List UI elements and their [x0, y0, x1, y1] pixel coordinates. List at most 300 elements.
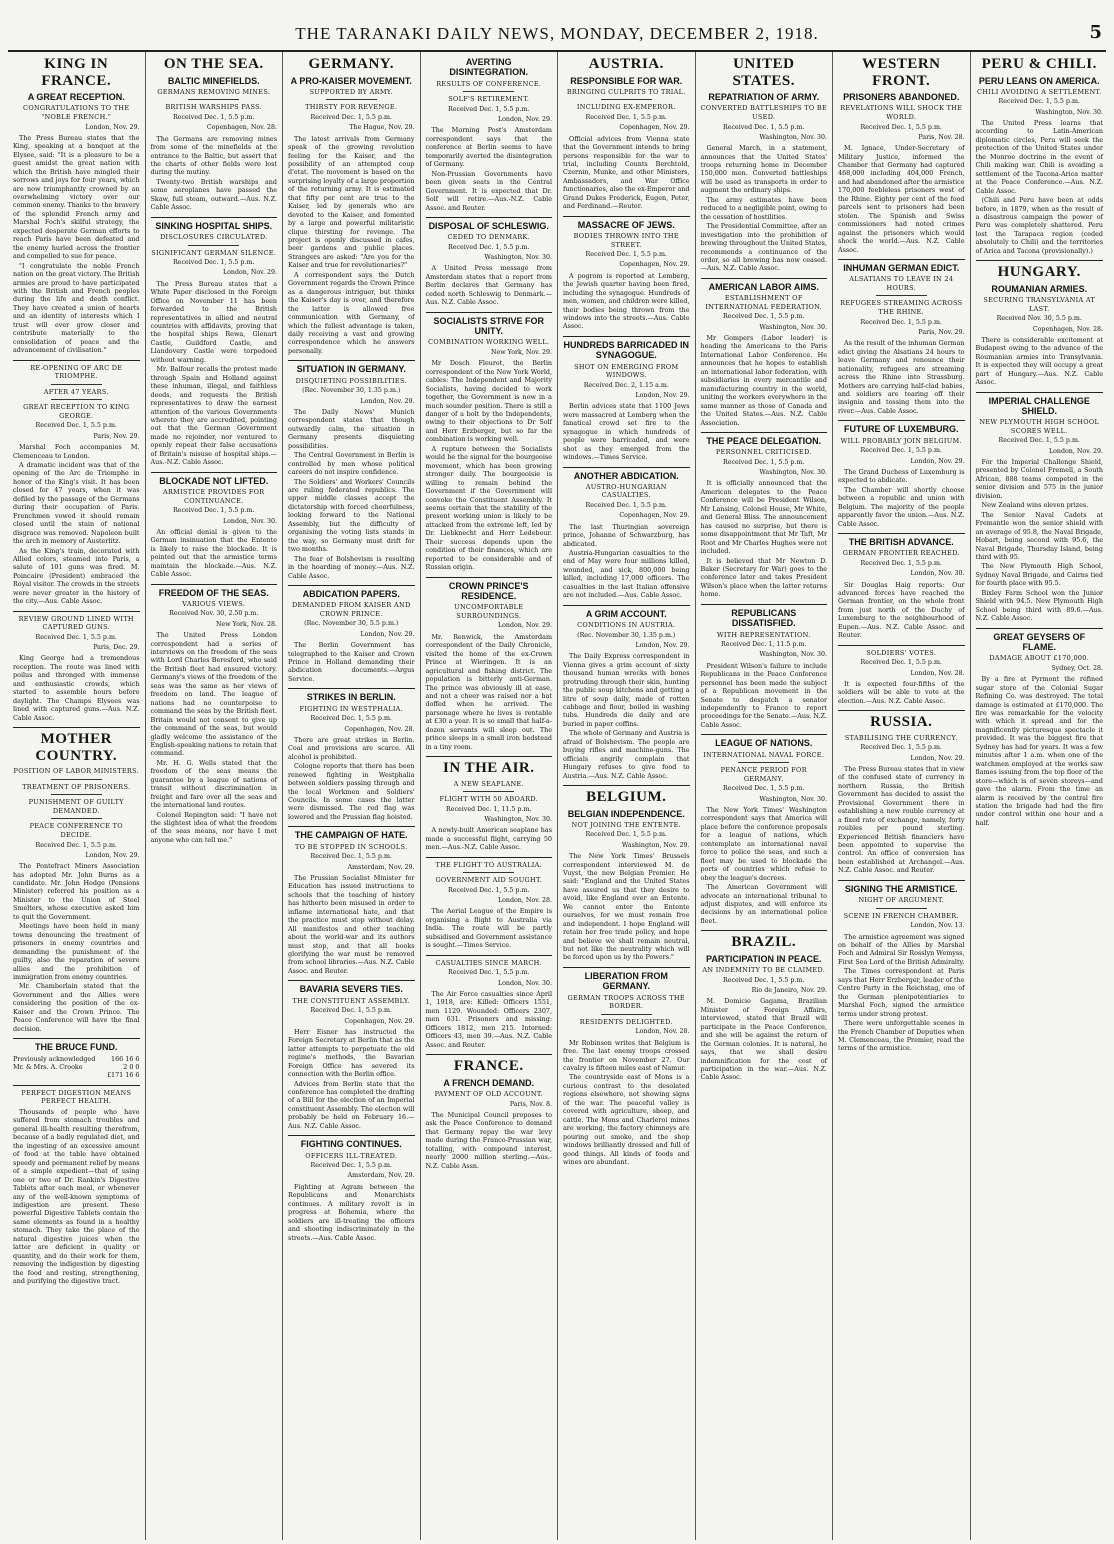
column-6 [696, 52, 834, 1540]
received-line: Received Dec. 1, 5.5 p.m. [860, 744, 942, 752]
received-line: Received Dec. 1, 5.5 p.m. [585, 831, 667, 839]
sub-headline: CHILI AVOIDING A SETTLEMENT. [977, 87, 1102, 96]
article-headline: ANOTHER ABDICATION. [573, 470, 679, 481]
article [976, 396, 1104, 623]
article [701, 56, 828, 273]
dateline: Amsterdam, Nov. 29. [347, 1172, 415, 1180]
sub-rule [463, 91, 514, 92]
sub-headline: SECURING TRANSYLVANIA AT LAST. [983, 296, 1096, 313]
article [426, 1058, 553, 1170]
received-line: Received Dec. 1, 5.5 p.m. [723, 458, 805, 466]
paragraph: Colonel Repington said: "I have not the slightest idea of what the freedom of the seas means, nor have I met anyone who can tell me." [150, 810, 277, 844]
dateline: New York, Nov. 28. [216, 620, 277, 628]
table-row [13, 1063, 140, 1071]
article [563, 971, 690, 1167]
dateline: London, Nov. 28. [635, 1028, 690, 1036]
article-headline: A FRENCH DEMAND. [443, 1077, 535, 1088]
received-line: Received Dec. 1, 5.5 p.m. [35, 633, 117, 641]
article-headline: LEAGUE OF NATIONS. [715, 738, 813, 749]
article-divider [426, 312, 553, 313]
article [426, 760, 553, 852]
sub-headline: ESTABLISHMENT OF INTERNATIONAL FEDERATION. [705, 294, 823, 311]
article [426, 959, 553, 1049]
paragraph: "I congratulate the noble French nation on the great victory. The British armies are proud to have participated with the British and French peoples during the life and death conflict. They have created a union of hearts and an identity of interests which I trust will ever grow closer and contribute materially to the consolidation of peace and the advancement of civilisation." [13, 261, 140, 355]
received-line: Received Dec. 1, 5.5 p.m. [585, 502, 667, 510]
article-headline: ABDICATION PAPERS. [302, 588, 400, 599]
article-headline: MASSACRE OF JEWS. [577, 219, 675, 230]
article-divider [151, 584, 278, 585]
sub-headline: REFUGEES STREAMING ACROSS THE RHINE. [840, 299, 963, 317]
article-headline: STRIKES IN BERLIN. [306, 692, 396, 703]
dateline: Copenhagen, Nov. 29. [344, 1017, 415, 1025]
section-heading: WESTERN FRONT. [861, 56, 941, 89]
sub-headline: CONGRATULATIONS TO THE "NOBLE FRENCH." [23, 104, 130, 121]
article [288, 984, 415, 1130]
article [701, 738, 828, 925]
article [838, 884, 965, 1053]
sub-rule [188, 245, 239, 246]
sub-headline: GERMANS REMOVING MINES. [157, 87, 271, 96]
section-heading: BRAZIL. [731, 934, 797, 951]
sub-rule [51, 794, 102, 795]
sub-headline: SCENE IN FRENCH CHAMBER. [843, 911, 959, 920]
paragraph: The Times correspondent at Paris says that Herr Erzberger, leader of the Centre Party in the Reichstag, one of the German plenipotentiaries to Marshal Foch, signed the armistice terms under strong protest. [838, 967, 965, 1018]
paragraph: The Central Government in Berlin is controlled by men whose political careers do not inspire confidence. [288, 451, 415, 477]
article [13, 615, 140, 722]
paragraph: Mr Dosch Fleurot, the Berlin correspondent of the New York World, cables: The Independent and Majority Socialists, having decided to work together, the Government is now in a much sounder position. There is still a danger of a bolt by the Independents, owing to their objections to Dr Solf and Herr Erzberger, but so far the combination is working well. [425, 359, 552, 444]
article [838, 56, 965, 254]
sub-rule [601, 1014, 652, 1015]
paragraph: Cologne reports that there has been renewed fighting in Westphalia between soldiers passing through and the local Workmen and Soldiers' Councils. In some cases the latter were dismissed. The red flag was lowered and the Prussian flag hoisted. [288, 762, 415, 821]
article [426, 57, 553, 212]
paragraph: The Grand Duchess of Luxemburg is expected to abdicate. [838, 467, 965, 485]
dateline: The Hague, Nov. 29. [349, 124, 415, 132]
article-divider [426, 857, 553, 858]
paragraph: The Municipal Council proposes to ask the Peace Conference to demand that Germany repay the war levy made during the Franco-Prussian war, totalling, with compound interest, nearly 2000 million sterling.—Aus.-N.Z. Cable Assn. [425, 1110, 552, 1170]
received-line: Received Dec. 1, 5.5 p.m. [998, 437, 1080, 445]
donor-cell: Mr. & Mrs. A. Crooke [13, 1062, 83, 1071]
article [426, 221, 553, 307]
paragraph: As the King's train, decorated with Allied colors, steamed into Paris, a salute of 101 guns was fired. M. Poincaire (President) embraced the Royal visitor. The crowds in the streets were never greater in the history of the city.—Aus. Cable Assoc. [13, 546, 140, 606]
dateline: Paris, Nov. 28. [918, 133, 965, 141]
amount-cell: £171 16 6 [106, 1071, 140, 1080]
dateline: London, Nov. 29. [1048, 447, 1103, 455]
section-heading: GERMANY. [308, 56, 395, 72]
article [701, 608, 828, 729]
paragraph: M. Ignace, Under-Secretary of Military Justice, informed the Chamber that Germany had captured 468,000 including 404,000 French, and had abandoned after the armistice 170,000 feebleless prisoners west of the Rhine. Eighty per cent of the food parcels sent to prisoners had been stolen. The Spanish and Swiss commissioners had noted crimes against the prisoners which would shock the world.—Aus. N.Z. Cable Assoc. [838, 144, 965, 254]
dateline: London, Nov. 30. [910, 570, 965, 578]
article-divider [426, 577, 553, 578]
sub-headline: WILL PROBABLY JOIN BELGIUM. [840, 436, 962, 445]
dateline: London, Nov. 29. [635, 641, 690, 649]
received-line: Received Dec. 1, 5.5 p.m. [998, 98, 1080, 106]
paragraph: Mr. Balfour recalls the protest made through Spain and Holland against these inhuman, illegal, and faithless deeds, and requests the British representatives to draw the earnest attention of the various Governments whereto they are accredited, pointing out that the German Government made no rejoinder, nor ventured to openly repeat their false accusations of Britain's misuse of hospital ships.—Aus.-N.Z. Cable Assoc. [150, 365, 277, 467]
article-headline: FIGHTING CONTINUES. [300, 1139, 402, 1150]
article-headline: THE PEACE DELEGATION. [706, 435, 822, 446]
paragraph: General March, in a statement, announces that the United States' troops returning home in December 150,000 men. Converted battleships will be used as transports in order to augment the ordinary ships. [700, 144, 827, 195]
article [13, 56, 140, 355]
article-divider [151, 217, 278, 218]
received-line: Received Dec. 1, 5.5 p.m. [173, 507, 255, 515]
sub-headline: PENANCE PERIOD FOR GERMANY. [720, 766, 807, 783]
sub-headline: DEMANDED FROM KAISER AND CROWN PRINCE. [292, 601, 411, 618]
article [563, 609, 690, 780]
sub-headline: PERFECT DIGESTION MEANS PERFECT HEALTH. [21, 1088, 132, 1106]
sub-headline: TREATMENT OF PRISONERS. [22, 782, 131, 791]
article-headline: SOCIALISTS STRIVE FOR UNITY. [433, 315, 544, 337]
article-headline: THE BRITISH ADVANCE. [848, 537, 954, 547]
paragraph: The American Government will advocate an international tribunal to adjust disputes, and will enforce its decisions by an international police fleet. [700, 883, 827, 925]
article [13, 1042, 140, 1080]
article-divider [563, 336, 690, 337]
section-heading: AUSTRIA. [588, 56, 664, 72]
article-headline: BLOCKADE NOT LIFTED. [159, 475, 269, 486]
sub-headline: RESULTS OF CONFERENCE. [436, 79, 542, 88]
article-divider [426, 1054, 553, 1055]
fund-table [13, 1055, 140, 1080]
column-3 [283, 52, 421, 1540]
paragraph: The Senior Naval Cadets at Fremantle won the senior shield with an average of 95.8, the Naval Brigade, Hobart, being second with 95.6, the Naval Brigade, Thursday Island, being third with 95. [975, 510, 1103, 561]
article [151, 476, 278, 579]
dateline: London, Nov. 29. [85, 851, 140, 859]
paragraph: There were unforgettable scenes in the French Chamber of Deputies when M. Clemenceau, the Premier, read the terms of the armistice. [838, 1019, 965, 1053]
article [838, 649, 965, 706]
article-headline: DISPOSAL OF SCHLESWIG. [428, 220, 549, 231]
paragraph: President Wilson's failure to include Republicans in the Peace Conference personnel has been made the subject of a Republican movement in the Senate to despatch a senator independently to France to report proceedings for the Senate.—Aus. N.Z. Cable Assoc. [700, 661, 827, 729]
article [151, 221, 278, 467]
article-headline: SINKING HOSPITAL SHIPS. [155, 220, 273, 231]
article-headline: SITUATION IN GERMANY. [296, 364, 406, 375]
paragraph: Austria-Hungarian casualties to the end of May were four millions killed, wounded, and sick, 800,000 being killed, including 17,000 officers. The casualties in the last Italian offensive are not included.—Aus. Cable Assoc. [563, 549, 690, 600]
received-line: Received Dec. 1, 5.5 p.m. [448, 886, 530, 894]
paragraph: The United Press London correspondent had a series of interviews on the freedom of the seas with Lord Charles Beresford, who said the British fleet had ensured victory. Germany's views of the freedom of the seas was the same as her views of freedom on land. The league of nations had no counterpoise to command the seas by the British fleet. Britain would not consent to give up the command of the seas, but would gladly welcome the assistance of the English-speaking nations to retain that command. [150, 631, 277, 758]
article [151, 56, 278, 212]
paragraph: It is officially announced that the American delegates to the Peace Conference will be President Wilson, Mr Lansing, Colonel House, Mr White, and General Bliss. The announcement has caused no surprise, but there is some disappointment that Mr Taft, Mr Root and Mr Charles Hughes were not included. [700, 479, 827, 556]
article-headline: PARTICIPATION IN PEACE. [705, 953, 822, 964]
article-divider [976, 628, 1104, 629]
paragraph: The Morning Post's Amsterdam correspondent says that the conference at Berlin seems to have temporarily averted the disintegration of Germany. [425, 126, 552, 169]
article [13, 731, 140, 1033]
sub-headline: GERMAN TROOPS ACROSS THE BORDER. [567, 993, 685, 1011]
received-line: Received Dec. 1, 5.5 p.m. [310, 853, 392, 861]
article-headline: FUTURE OF LUXEMBURG. [844, 424, 959, 435]
article-headline: REPUBLICANS DISSATISFIED. [731, 607, 797, 629]
dateline: London, Nov. 30. [222, 517, 277, 525]
paragraph: The Press Bureau states that a White Paper disclosed in the Foreign Office on November 11 has been forwarded to the British representatives in allied and neutral countries with affidavits, proving that the hospital ships Rewa, Glenart Castle, Guildford Castle, and Llandovery Castle were torpedoed without warning. [150, 279, 277, 364]
paragraph: Twenty-two British warships and some aeroplanes have passed the Skaw, full steam, outward.—Aus. N.Z. Cable Assoc. [150, 177, 277, 212]
paragraph: Meetings have been held in many towns denouncing the treatment of prisoners in enemy countries and demanding the punishment of the guilty, also the reparation of severe allies and the prohibition of immigration from enemy countries. [13, 922, 140, 981]
paragraph: The Daily Express correspondent in Vienna gives a grim account of sixty thousand human wrecks with bones protruding through their skin, hunting the public soup kitchens and getting a litre of soup daily, made of rotten cabbage and flour, boiled in washing tubs. Hundreds die daily and are buried in paper coffins. [563, 652, 690, 728]
article [563, 789, 690, 962]
article-headline: AVERTING DISINTEGRATION. [449, 57, 529, 78]
column-4 [421, 52, 559, 1540]
paragraph: An official denial is given to the German insinuation that the Entente is likely to raise the blockade. It is pointed out that the armistice terms maintain the blockade.—Aus. N.Z. Cable Assoc. [150, 527, 277, 579]
sub-rule [188, 99, 239, 100]
received-line: (Rec. November 30, 5.5 p.m.) [304, 620, 399, 628]
newspaper-columns [8, 52, 1108, 1540]
sub-headline: CONDITIONS IN AUSTRIA. [577, 621, 676, 630]
article-divider [838, 420, 965, 421]
column-2 [146, 52, 284, 1540]
article-divider [701, 604, 828, 605]
sub-rule [326, 99, 377, 100]
sub-headline: SIGNIFICANT GERMAN SILENCE. [151, 248, 277, 257]
article [426, 581, 553, 751]
sub-headline: BRINGING CULPRITS TO TRIAL. [566, 87, 686, 96]
paragraph: The New Plymouth High School, Sydney Naval Brigade, and Cairns tied for fourth place with 95.5. [975, 562, 1103, 588]
paragraph: Berlin advices state that 1100 Jews were massacred at Lemberg when the fanatical crowd set fire to the synagogue in which hundreds of people were barricaded, and were shot as they emerged from the windows.—Times Service. [563, 402, 690, 462]
page-number: 5 [1089, 22, 1102, 43]
article [976, 56, 1104, 255]
received-line: Received Dec. 1, 5.5 p.m. [310, 715, 392, 723]
article [288, 830, 415, 975]
paragraph: Advices from Berlin state that the conference has completed the drafting of a Bill for the election of an Imperial constituent Assembly. The election will probably be held on February 16.—Aus. N.Z. Cable Assoc. [288, 1079, 415, 1130]
paragraph: A United Press message from Amsterdam states that a report from Berlin declares that Germany has ceded north Schleswig to Denmark.—Aus. N.Z. Cable Assoc. [425, 264, 552, 307]
paragraph: It is expected four-fifths of the soldiers will be able to vote at the election.—Aus. N.Z. Cable Assoc. [838, 679, 965, 705]
article-divider [288, 360, 415, 361]
received-line: Received Dec. 1, 5.5 p.m. [723, 313, 805, 321]
paragraph: The Berlin Government has telegraphed to the Kaiser and Crown Prince in Holland demanding their abdication documents.—Argus Service. [288, 641, 415, 683]
amount-cell: 2 0 0 [123, 1062, 140, 1071]
article-headline: GREAT GEYSERS OF FLAME. [993, 631, 1086, 652]
paragraph: The fear of Bolshevism is resulting in the hoarding of money.—Aus. N.Z. Cable Assoc. [288, 554, 415, 580]
received-line: Received Dec. 1, 5.5 p.m. [448, 969, 530, 977]
article [426, 861, 553, 950]
dateline: Copenhagen, Nov. 29. [619, 261, 690, 269]
article-divider [563, 785, 690, 786]
article-headline: LIBERATION FROM GERMANY. [584, 970, 668, 992]
paragraph: The Pontefract Miners Association has adopted Mr. John Burns as a candidate. Mr. John Hodge (Pensions Minister) referred his position as a Minister to the Union of Steel Smelters, whose executive asked him to quit the Government. [13, 862, 140, 921]
paragraph: Mr. H. G. Wells stated that the freedom of the seas means the guarantee by a league of nations of transit without discrimination in freight and fare over all the seas and the international land routes. [150, 758, 277, 810]
received-line: Received Dec. 1, 5.5 p.m. [723, 123, 805, 131]
article [701, 282, 828, 427]
dateline: London, Nov. 28. [910, 669, 965, 677]
sub-headline: A NEW SEAPLANE. [453, 779, 524, 788]
article [838, 424, 965, 528]
article-divider [13, 360, 140, 361]
dateline: London, Nov. 29. [635, 392, 690, 400]
paragraph: The Press Bureau states that in view of the confused state of currency in northern Russia, the British Government has decided to assist the Provisional Government there in establishing a new rouble currency at a fixed rate of exchange, namely, forty roubles per pound sterling. Experienced British financiers have been appointed to supervise the control. An office of conversion has been established at Archangel.—Aus. N.Z. Cable Assoc. and Reuter. [838, 764, 965, 875]
article-divider [13, 1085, 140, 1086]
sub-headline: GERMAN FRONTIER REACHED. [842, 549, 960, 558]
article [13, 1089, 140, 1286]
paragraph: The army estimates have been reduced to a negligible point, owing to the cessation of hostilities. [700, 195, 827, 221]
article-headline: PRISONERS ABANDONED. [843, 92, 960, 102]
article-headline: A GRIM ACCOUNT. [585, 608, 667, 619]
received-line: Received Dec. 1, 5.5 p.m. [585, 114, 667, 121]
paragraph: A dramatic incident was that of the opening of the Arc de Triomphe in honor of the King's visit. It has been closed for 47 years, when it was defiled by the passage of the Germans during their occupation of Paris. Frenchmen vowed it should remain closed until the stain of national disgrace was removed. Napoleon built the arch in memory of Austerlitz. [13, 460, 140, 546]
dateline: London, Nov. 29. [360, 630, 415, 638]
article-divider [151, 472, 278, 473]
paragraph: The Daily News' Munich correspondent states that though outwardly calm, the situation in Germany presents disquieting possibilities. [288, 407, 415, 450]
donor-cell [13, 1071, 104, 1079]
dateline: London, Nov. 13. [910, 922, 965, 930]
dateline: London, Nov. 28. [497, 897, 552, 905]
section-heading: KING IN FRANCE. [41, 56, 112, 89]
received-line: Received Dec. 1, 5.5 p.m. [860, 659, 942, 667]
section-heading: UNITED STATES. [732, 56, 796, 89]
dateline: Copenhagen, Nov. 28. [206, 124, 277, 132]
sub-headline: REVELATIONS WILL SHOCK THE WORLD. [840, 104, 963, 121]
dateline: Paris, Nov. 29. [918, 328, 965, 336]
paragraph: The Aerial League of the Empire is organising a flight to Australia via India. The route will be partly subsidised and Government assistance is sought.—Times Service. [425, 907, 552, 950]
sub-headline: REVIEW GROUND LINED WITH CAPTURED GUNS. [18, 614, 134, 632]
masthead [8, 20, 1106, 52]
dateline: Paris, Nov. 29. [93, 432, 140, 440]
sub-headline: POSITION OF LABOR MINISTERS. [13, 767, 139, 776]
paragraph: The Press Bureau states that the King, speaking at a banquet at the Elysee, said: "It is a pleasure to be a guest amidst the great nation with which the British have mingled their sorrows and joys for four years, which are now triumphantly crowned by an overwhelming victory over our common enemy. Thanks to the bravery of the splendid French army and Marshal Foch's skilful strategy, the expected desperate German efforts to reach Paris have been defeated and the enemy hurled across the frontier and compelled to sue for peace. [13, 133, 140, 261]
paragraph: A rupture between the Socialists would be the signal for the bourgeoise movement, which has been growing stronger daily. The bourgeoisie is willing to remain behind the Government if the Government will convoke the Constituent Assembly. It seems certain that the stability of the present working union is likely to be attacked from the extreme left, led by Dr. Liebknecht and Herr Ledebour. Their success depends upon the condition of their finances, which are reported to be considerable and of Russian origin. [425, 444, 552, 572]
dateline: Washington, Nov. 30. [759, 469, 827, 477]
paragraph: Sir Douglas Haig reports: Our advanced forces have reached the German frontier, on the whole front from just north of the Duchy of Luxemburg to the neighbourhood of Eupen.—Aus. N.Z. Cable Assoc. and Reuter. [838, 580, 965, 640]
sub-headline: BODIES THROWN INTO THE STREET. [573, 232, 679, 249]
sub-headline: AN INDEMNITY TO BE CLAIMED. [702, 966, 826, 975]
article-headline: INHUMAN GERMAN EDICT. [843, 262, 960, 273]
paragraph: For the Imperial Challenge Shield, presented by Colonel Fremell, a South African, 888 teams competed in the senior division and 575 in the junior division. [975, 458, 1103, 500]
article-divider [563, 605, 690, 606]
article-divider [701, 930, 828, 931]
received-line: Received Nov. 30, 2.50 p.m. [169, 610, 259, 618]
article-divider [976, 260, 1104, 261]
sub-headline: SOLF'S RETIREMENT. [448, 95, 530, 104]
table-row [13, 1055, 140, 1063]
sub-headline: THIRSTY FOR REVENGE. [305, 103, 398, 112]
sub-headline: NIGHT OF ARGUMENT. [858, 896, 945, 905]
section-heading: BELGIUM. [586, 789, 667, 806]
sub-headline: THE FLIGHT TO AUSTRALIA. [435, 860, 543, 869]
sub-headline: DISQUIETING POSSIBILITIES. [295, 376, 407, 385]
received-line: Received Dec. 1, 5.5 p.m. [310, 114, 392, 121]
sub-headline: ARMISTICE PROVIDES FOR CONTINUANCE. [162, 488, 265, 505]
sub-headline: RE-OPENING OF ARC DE TRIOMPHE. [30, 363, 123, 381]
paragraph: The Germans are removing mines from some of the minefields at the entrance to the Baltic, but assert that the charts of other fields were lost during the mutiny. [150, 134, 277, 177]
article-divider [288, 826, 415, 827]
sub-rule [601, 99, 652, 100]
dateline: London, Nov. 30. [497, 979, 552, 987]
received-line: Received Dec. 1, 5.5 p.m. [173, 259, 255, 267]
paragraph: The New York Times' Brussels correspondent interviewed M. de Vuyst, the new Belgian Premier. He said: "England and the United States have assured us that they desire to avoid, like England ever an Entente. We cannot enter the Entente ourselves, for we must remain free and independent. I hope England will retain her free trade policy, and hope and believe we shall remain neutral, but not like the neutrality which will be forced upon us by the Powers." [563, 852, 690, 962]
paragraph: King George had a tremendous reception. The route was lined with poilus and thronged with immense and enthusiastic crowds, which started to assemble hours before daylight. The Champs Elysees was lined with captured guns.—Aus. N.Z. Cable Assoc. [13, 654, 140, 722]
sub-headline: NEW PLYMOUTH HIGH SCHOOL SCORES WELL. [979, 418, 1100, 435]
article-divider [701, 278, 828, 279]
paragraph: By a fire at Pyrmont the refined sugar store of the Colonial Sugar Refining Co. was destroyed. The total damage is estimated at £170,000. The fire was remarkable for the velocity with which it spread and for the magnificently picturesque spectacle it provided. It was the biggest fire that Sydney has had for years. It was a few minutes after 1 a.m. when one of the watchmen employed at the works saw flames issuing from the top floor of the store—which is of seven storeys—and gave the alarm. From the time an alarm is received by the central fire station the brigade had had the fire under control within one hour and a half. [975, 675, 1103, 827]
dateline: New York, Nov. 29. [491, 349, 552, 357]
section-heading: MOTHER COUNTRY. [35, 731, 118, 764]
paragraph: Mr. Chamberlain stated that the Government and the Allies were considering the position of the ex-Kaiser and the Crown Prince. The Peace Conference will have the final decision. [13, 982, 140, 1033]
dateline: London, Nov. 29. [222, 269, 277, 277]
article [563, 220, 690, 331]
sub-headline: VARIOUS VIEWS. [182, 599, 246, 608]
dateline: Washington, Nov. 30. [759, 651, 827, 659]
received-line: Received Dec. 1, 5.5 p.m. [35, 422, 117, 430]
paragraph: The latest arrivals from Germany speak of the growing revolution feeling for the Kaiser, and the possibility of an attempted coup d'etat. The movement is based on the surprising loyalty of a large proportion of the returning army. It is estimated that fifty per cent are true to the Kaiser, led by generals who are devoted to the Kaiser, and fomented by a large and powerful militaristic clique thirsting for revenge. The project is openly discussed in cafes, beer gardens and public places. Strangers are asked: "Are you for the Kaiser and true for revolutionaries?" [288, 134, 415, 270]
article-headline: THE BRUCE FUND. [35, 1042, 118, 1053]
paragraph: The Chamber will shortly choose between a republic and union with Belgium. The majority of the people apparently favor the union.—Aus. N.Z. Cable Assoc. [838, 485, 965, 528]
paragraph: The United Press learns that according to Latin-American diplomatic circles, Peru will seek the protection of the United States under the Monroe doctrine in the event of Chili making war. Chili is avoiding a settlement of the Tacona-Arica matter at the Peace Conference.—Aus. N.Z. Cable Assoc. [975, 119, 1103, 195]
paragraph: There is considerable excitement at Budapest owing to the advance of the Roumanian armies into Transylvania. It is expected they will occupy a great part of Hungary.—Aus. N.Z. Cable Assoc. [975, 335, 1103, 387]
paragraph: Marshal Foch accompanies M. Clemenceau to London. [13, 443, 140, 460]
dateline: Copenhagen, Nov. 28. [1032, 325, 1103, 333]
sub-headline: AUSTRO-HUNGARIAN CASUALTIES. [585, 482, 667, 500]
article-divider [701, 432, 828, 433]
paragraph: The whole of Germany and Austria is afraid of Bolshevism. The people are buying rifles and machine-guns. The officials angrily complain that Hungary refuses to give food to Austria.—Aus. N.Z. Cable Assoc. [563, 729, 690, 780]
received-line: Received Dec. 1, 5.5 p.m. [860, 559, 942, 567]
sub-rule [876, 295, 927, 296]
article-headline: RESPONSIBLE FOR WAR. [570, 75, 683, 86]
sub-headline: PUNISHMENT OF GUILTY DEMANDED. [28, 798, 124, 815]
sub-rule [51, 399, 102, 400]
sub-headline: SUPPORTED BY ARMY. [309, 87, 393, 96]
dateline: Washington, Nov. 29. [621, 841, 690, 849]
article-divider [288, 585, 415, 586]
dateline: Paris, Dec. 29. [93, 644, 140, 652]
article-divider [976, 392, 1104, 393]
article-headline: ROUMANIAN ARMIES. [991, 283, 1088, 294]
article-divider [288, 688, 415, 689]
dateline: London, Nov. 29. [910, 754, 965, 762]
article-headline: CROWN PRINCE'S RESIDENCE. [448, 580, 529, 601]
sub-headline: INTERNATIONAL NAVAL FORCE. [703, 750, 825, 759]
sub-headline: SOLDIERS' VOTES. [866, 648, 937, 657]
sub-headline: GOVERNMENT AID SOUGHT. [435, 876, 543, 885]
paragraph: It is believed that Mr Newton D. Baker (Secretary for War) goes to the conference later and takes President Wilson's place when the latter returns home. [700, 556, 827, 599]
received-line: Received Dec. 1, 5.5 p.m. [723, 976, 805, 984]
article-headline: BALTIC MINEFIELDS. [167, 75, 260, 86]
masthead-title: THE TARANAKI DAILY NEWS, MONDAY, DECEMBER 2, 1918. [295, 24, 819, 43]
dateline: Washington, Nov. 30. [759, 323, 827, 331]
article-divider [13, 611, 140, 612]
article-headline: THE CAMPAIGN OF HATE. [294, 830, 408, 841]
dateline: Washington, Nov. 30. [759, 133, 827, 141]
sub-headline: GREAT RECEPTION TO KING GEORGE. [23, 403, 130, 420]
received-line: Received Dec. 1, 5.5 p.m. [585, 251, 667, 259]
article-divider [563, 216, 690, 217]
dateline: Washington, Nov. 30. [484, 254, 552, 262]
sub-headline: TO BE STOPPED IN SCHOOLS. [295, 842, 408, 851]
received-line: Received Dec. 1, 11.5 p.m. [446, 805, 532, 813]
sub-rule [738, 762, 789, 763]
amount-cell: 166 16 6 [111, 1054, 140, 1063]
sub-headline: PERSONNEL CRITICISED. [715, 448, 812, 457]
received-line: Received Dec. 1, 11.5 p.m. [721, 641, 807, 649]
sub-rule [463, 791, 514, 792]
section-heading: RUSSIA. [870, 714, 933, 731]
section-heading: IN THE AIR. [442, 760, 535, 777]
paragraph: Herr Eisner has instructed the Foreign Secretary at Berlin that as the latter attempts to perpetuate the old regime's methods, the Bavarian Foreign Office has severed its connection with the Berlin office. [288, 1027, 415, 1079]
article-divider [13, 1038, 140, 1039]
article-divider [838, 710, 965, 711]
article [701, 934, 828, 1082]
dateline: London, Nov. 29. [360, 397, 415, 405]
article [288, 56, 415, 355]
article-headline: A PRO-KAISER MOVEMENT. [290, 75, 412, 86]
sub-headline: THE CONSTITUENT ASSEMBLY. [292, 996, 410, 1005]
section-heading: ON THE SEA. [163, 56, 264, 72]
sub-headline: INCLUDING EX-EMPEROR. [576, 103, 676, 112]
article-divider [838, 645, 965, 646]
column-7 [833, 52, 971, 1540]
paragraph: There are great strikes in Berlin. Coal and provisions are scarce. All alcohol is prohibited. [288, 735, 415, 761]
paragraph: The last Thuringian sovereign prince, Johanne of Schwarzburg, has abdicated. [563, 522, 690, 548]
article-divider [838, 533, 965, 534]
paragraph: A newly-built American seaplane has made a successful flight, carrying 50 men.—Aus.-N.Z. Cable Assoc. [425, 826, 552, 852]
article [13, 364, 140, 606]
article-headline: A GREAT RECEPTION. [27, 92, 125, 102]
paragraph: The New York Times' Washington correspondent says that America will place before the conference proposals for a league of nations, which contemplate an international naval force to police the seas, and such a fleet may be used to blockade the ports of countries which refuse to obey the league's decrees. [700, 805, 827, 882]
dateline: London, Nov. 29. [497, 622, 552, 630]
paragraph: The Presidential Committee, after an investigation into the prohibition of brewing throughout the United States, recommends a continuance of the order, so all brewing has now ceased.—Aus. N.Z. Cable Assoc. [700, 222, 827, 273]
dateline: Copenhagen, Nov. 29. [619, 512, 690, 520]
